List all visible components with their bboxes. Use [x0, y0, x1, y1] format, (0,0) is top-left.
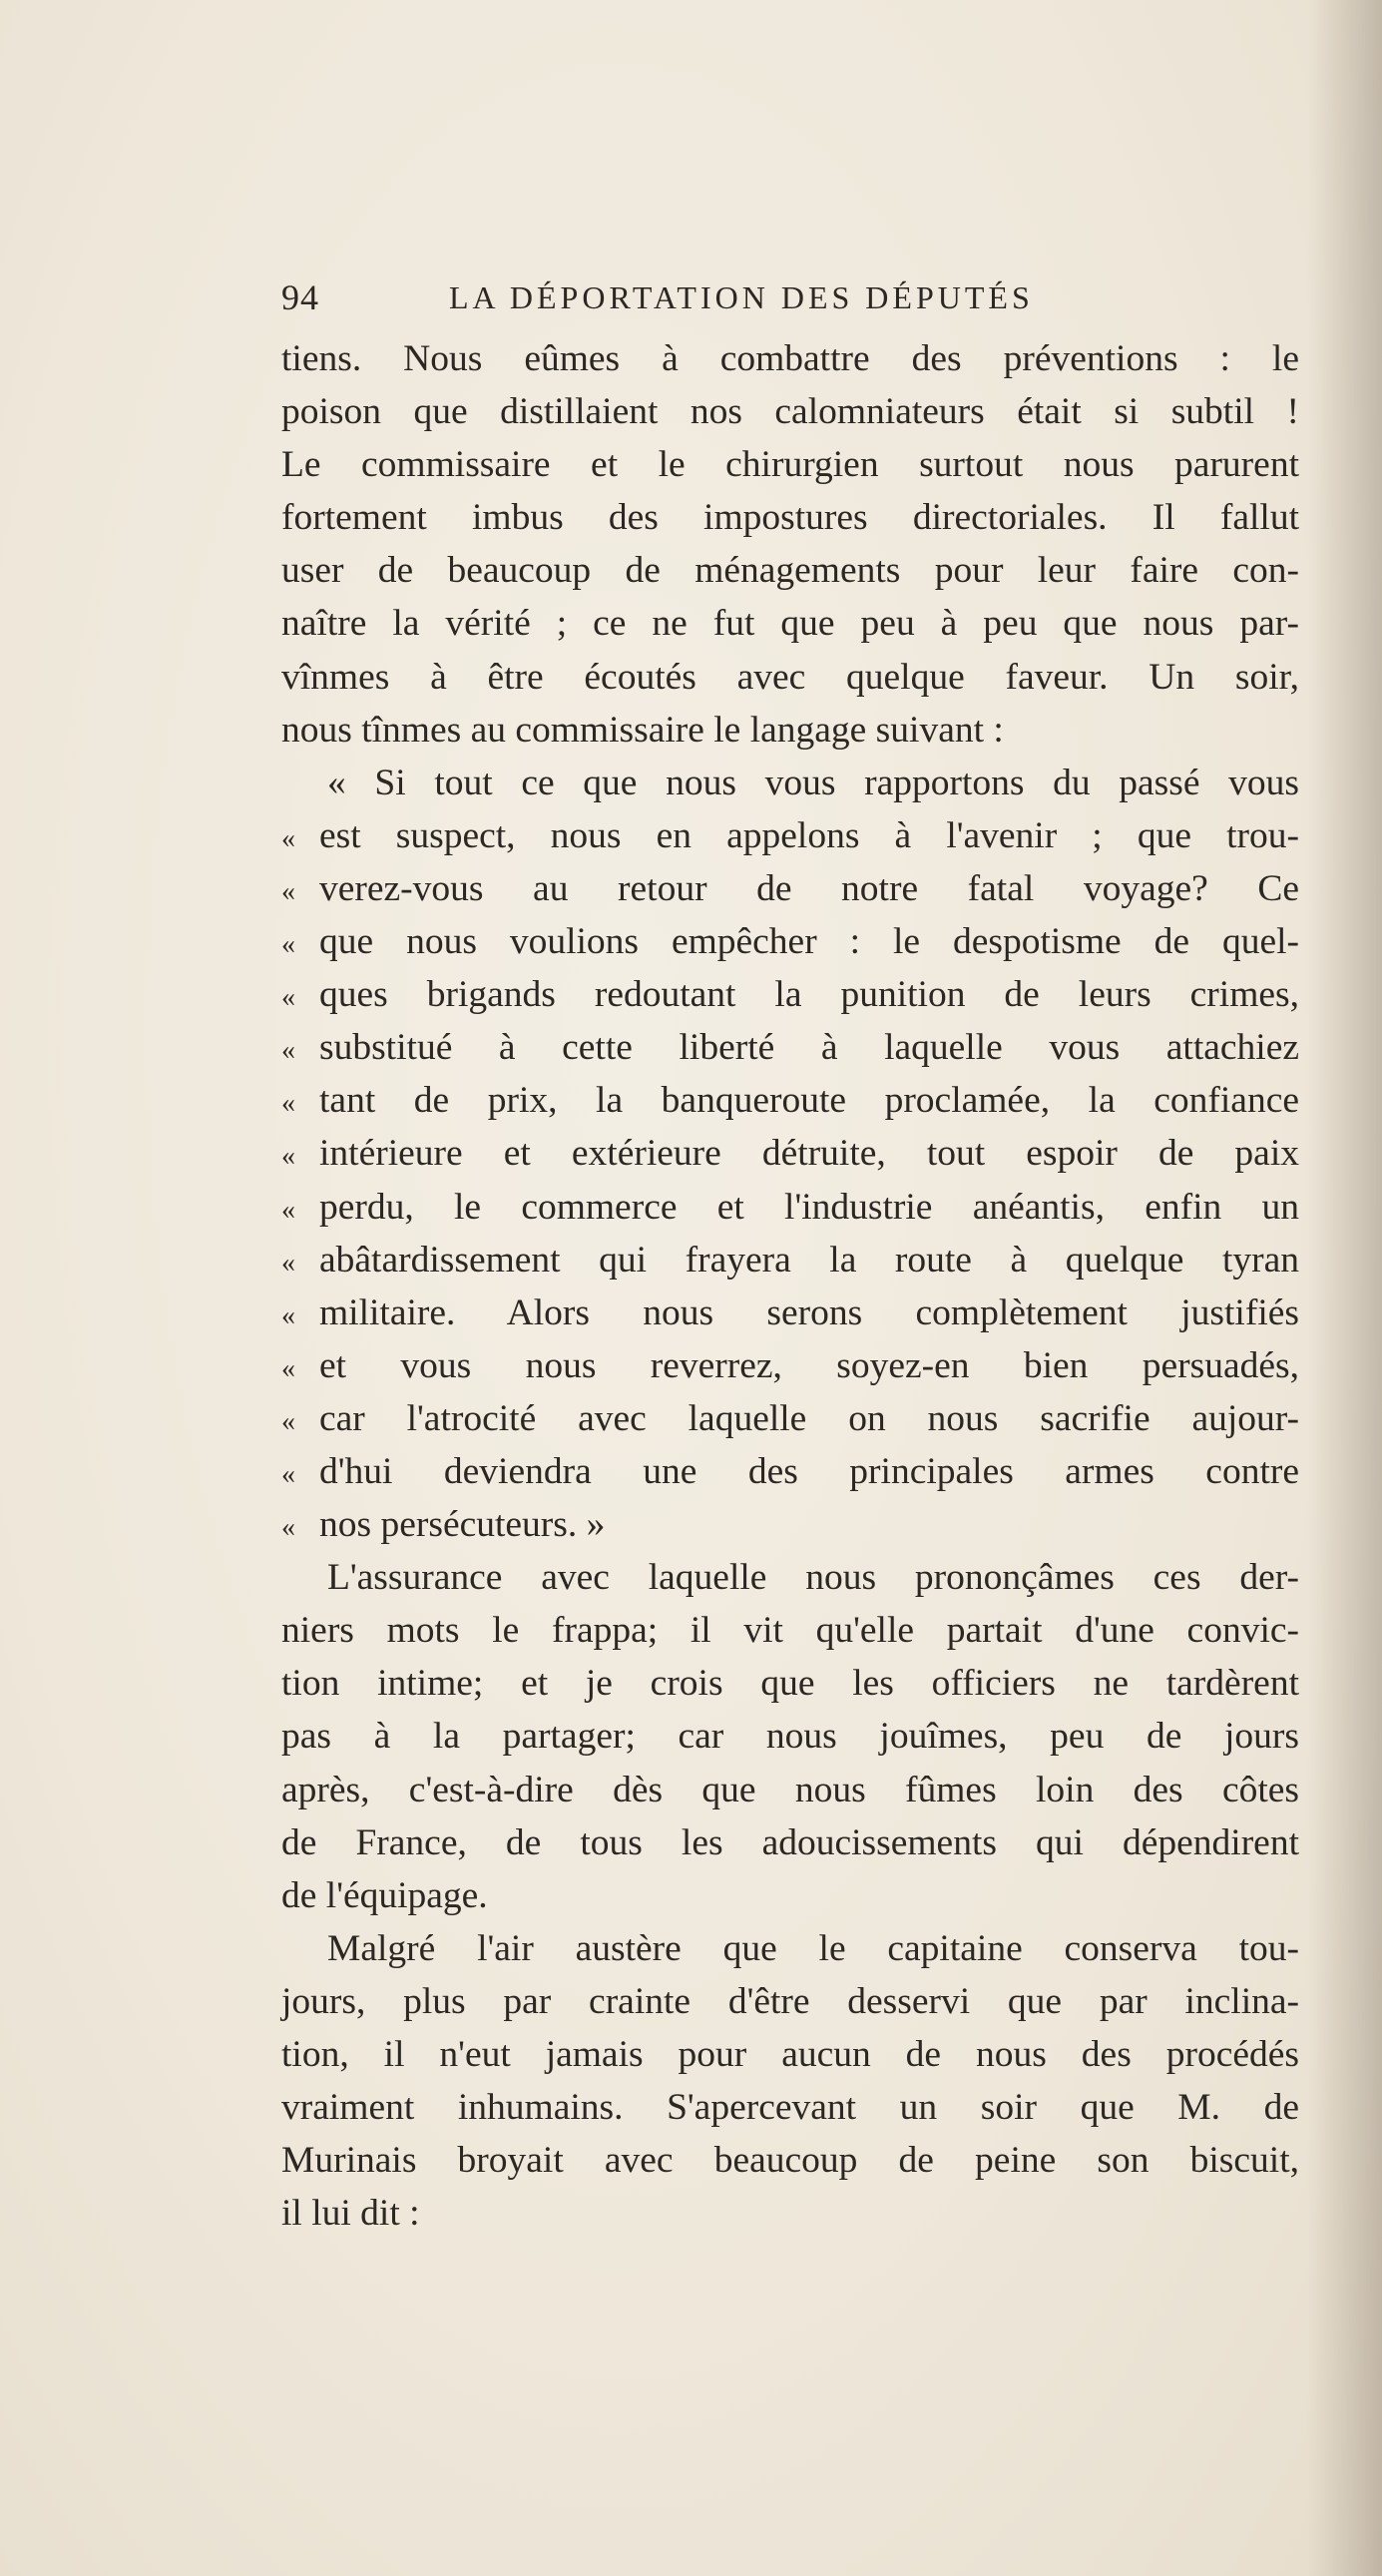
- quoted-text: que nous voulions empêcher : le despotisme de quel-: [319, 921, 1299, 963]
- quoted-text: tant de prix, la banqueroute proclamée, la confiance: [319, 1080, 1299, 1122]
- quoted-text: abâtardissement qui frayera la route à quelque tyran: [319, 1239, 1299, 1281]
- quoted-text: d'hui deviendra une des principales armes contre: [319, 1450, 1299, 1492]
- text-line: L'assurance avec laquelle nous prononçâmes ces der-: [327, 1557, 1299, 1599]
- text-line: [281, 1074, 1299, 1127]
- text-line: [281, 1021, 1299, 1074]
- quoted-text: substitué à cette liberté à laquelle vous attachiez: [319, 1027, 1299, 1069]
- quoted-text: verez-vous au retour de notre fatal voyage? Ce: [319, 867, 1299, 909]
- text-line: [281, 809, 1299, 862]
- text-line: tion, il n'eut jamais pour aucun de nous des procédés: [281, 2034, 1299, 2075]
- quote-mark: «: [281, 982, 295, 1014]
- text-line: Malgré l'air austère que le capitaine conserva tou-: [327, 1927, 1299, 1969]
- text-line: de France, de tous les adoucissements qui dépendirent: [281, 1821, 1299, 1863]
- text-line: user de beaucoup de ménagements pour leur faire con-: [281, 550, 1299, 592]
- quoted-text: et vous nous reverrez, soyez-en bien persuadés,: [319, 1344, 1299, 1386]
- quote-mark: «: [281, 822, 295, 854]
- quote-mark: «: [281, 1458, 295, 1490]
- quoted-text: nos persécuteurs. »: [319, 1504, 606, 1546]
- text-line: [281, 1127, 1299, 1180]
- quoted-text: car l'atrocité avec laquelle on nous sacrifie aujour-: [319, 1397, 1299, 1439]
- quote-mark: «: [281, 1352, 295, 1384]
- page-number: 94: [281, 277, 319, 317]
- text-line: « Si tout ce que nous vous rapportons du passé vous: [327, 762, 1299, 803]
- text-line: Murinais broyait avec beaucoup de peine son biscuit,: [281, 2140, 1299, 2182]
- text-line: poison que distillaient nos calomniateurs était si subtil !: [281, 391, 1299, 433]
- text-line: pas à la partager; car nous jouîmes, peu de jours: [281, 1716, 1299, 1758]
- text-line: [281, 1445, 1299, 1498]
- quoted-text: perdu, le commerce et l'industrie anéantis, enfin un: [319, 1186, 1299, 1228]
- quote-mark: «: [281, 1035, 295, 1067]
- text-line: [281, 862, 1299, 915]
- text-line: [281, 1287, 1299, 1339]
- text-line: jours, plus par crainte d'être desservi que par inclina-: [281, 1980, 1299, 2022]
- text-line: [281, 1392, 1299, 1445]
- quoted-text: est suspect, nous en appelons à l'avenir ; que trou-: [319, 814, 1299, 856]
- text-line: Le commissaire et le chirurgien surtout nous parurent: [281, 444, 1299, 486]
- text-line: [281, 968, 1299, 1021]
- text-line: [281, 1339, 1299, 1392]
- quote-mark: «: [281, 875, 295, 907]
- text-line: nous tînmes au commissaire le langage suivant :: [281, 709, 1004, 751]
- quote-mark: «: [281, 929, 295, 961]
- body-text: [281, 332, 1299, 2240]
- quote-mark: «: [281, 1141, 295, 1173]
- text-line: après, c'est-à-dire dès que nous fûmes loin des côtes: [281, 1769, 1299, 1810]
- running-header: [281, 267, 1299, 327]
- text-line: [281, 1498, 1299, 1551]
- text-line: vraiment inhumains. S'apercevant un soir que M. de: [281, 2087, 1299, 2129]
- text-line: [281, 1181, 1299, 1234]
- quote-mark: «: [281, 1512, 295, 1544]
- quote-mark: «: [281, 1299, 295, 1331]
- text-line: il lui dit :: [281, 2193, 420, 2235]
- quoted-text: intérieure et extérieure détruite, tout espoir de paix: [319, 1133, 1299, 1175]
- running-title: LA DÉPORTATION DES DÉPUTÉS: [449, 279, 1034, 315]
- text-line: tion intime; et je crois que les officiers ne tardèrent: [281, 1663, 1299, 1705]
- quoted-text: militaire. Alors nous serons complètement justifiés: [319, 1291, 1299, 1333]
- quote-mark: «: [281, 1194, 295, 1226]
- text-line: tiens. Nous eûmes à combattre des préventions : le: [281, 338, 1299, 379]
- quote-mark: «: [281, 1405, 295, 1437]
- quote-mark: «: [281, 1088, 295, 1120]
- text-line: naître la vérité ; ce ne fut que peu à peu que nous par-: [281, 603, 1299, 645]
- text-line: vînmes à être écoutés avec quelque faveur. Un soir,: [281, 656, 1299, 698]
- text-line: niers mots le frappa; il vit qu'elle partait d'une convic-: [281, 1610, 1299, 1652]
- text-line: [281, 915, 1299, 968]
- quote-mark: «: [281, 1247, 295, 1279]
- quoted-text: ques brigands redoutant la punition de leurs crimes,: [319, 974, 1299, 1016]
- text-line: de l'équipage.: [281, 1874, 488, 1916]
- text-line: fortement imbus des impostures directoriales. Il fallut: [281, 497, 1299, 539]
- text-line: [281, 1234, 1299, 1287]
